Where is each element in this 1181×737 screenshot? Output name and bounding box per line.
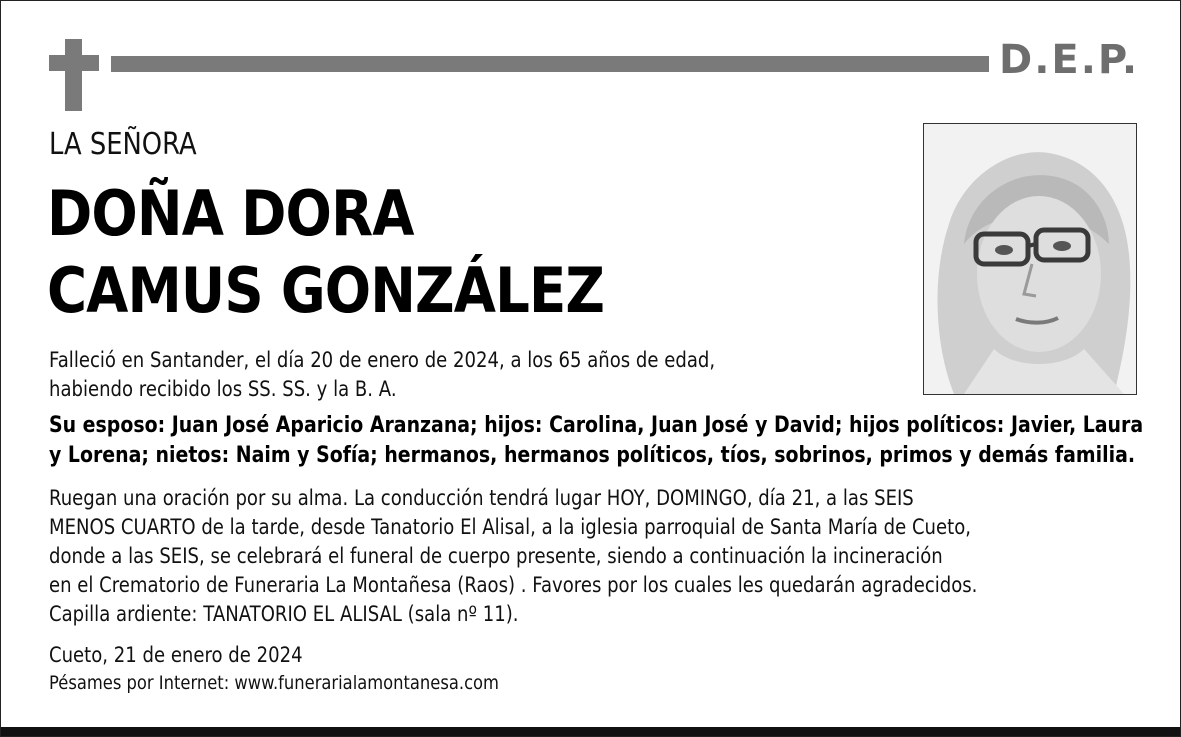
- death-notice-line: Falleció en Santander, el día 20 de enero de 2024, a los 65 años de edad,: [49, 348, 716, 372]
- ceremony-line: MENOS CUARTO de la tarde, desde Tanatorio El Alisal, a la iglesia parroquial de Santa María de Cueto,: [49, 515, 971, 539]
- bottom-border: [1, 727, 1180, 736]
- cross-icon: [49, 39, 99, 111]
- place-date: Cueto, 21 de enero de 2024: [49, 643, 303, 667]
- family-line: y Lorena; nietos: Naim y Sofía; hermanos, hermanos políticos, tíos, sobrinos, primos y demás familia.: [49, 443, 1136, 468]
- death-notice-line: habiendo recibido los SS. SS. y la B. A.: [49, 377, 397, 401]
- ceremony-line: Ruegan una oración por su alma. La conducción tendrá lugar HOY, DOMINGO, día 21, a las SEIS: [49, 486, 914, 510]
- family-list: [49, 411, 1143, 471]
- condolences-link: Pésames por Internet: www.funerarialamontanesa.com: [49, 672, 499, 694]
- deceased-name-line1: DOÑA DORA: [47, 177, 414, 250]
- header-rule: [111, 56, 989, 72]
- ceremony-line: en el Crematorio de Funeraria La Montañesa (Raos) . Favores por los cuales les quedarán agradecidos.: [49, 573, 978, 597]
- honorific: LA SEÑORA: [49, 127, 197, 162]
- death-notice: [49, 346, 715, 404]
- dep-label: D.E.P.: [999, 37, 1140, 83]
- deceased-name-line2: CAMUS GONZÁLEZ: [47, 254, 605, 327]
- portrait-image: [924, 124, 1136, 394]
- portrait-photo: [923, 123, 1137, 395]
- ceremony-details: [49, 484, 977, 629]
- ceremony-line: Capilla ardiente: TANATORIO EL ALISAL (sala nº 11).: [49, 602, 519, 626]
- ceremony-line: donde a las SEIS, se celebrará el funeral de cuerpo presente, siendo a continuación la incineración: [49, 544, 943, 568]
- family-line: Su esposo: Juan José Aparicio Aranzana; hijos: Carolina, Juan José y David; hijos políticos: Javier, Laura: [49, 413, 1144, 438]
